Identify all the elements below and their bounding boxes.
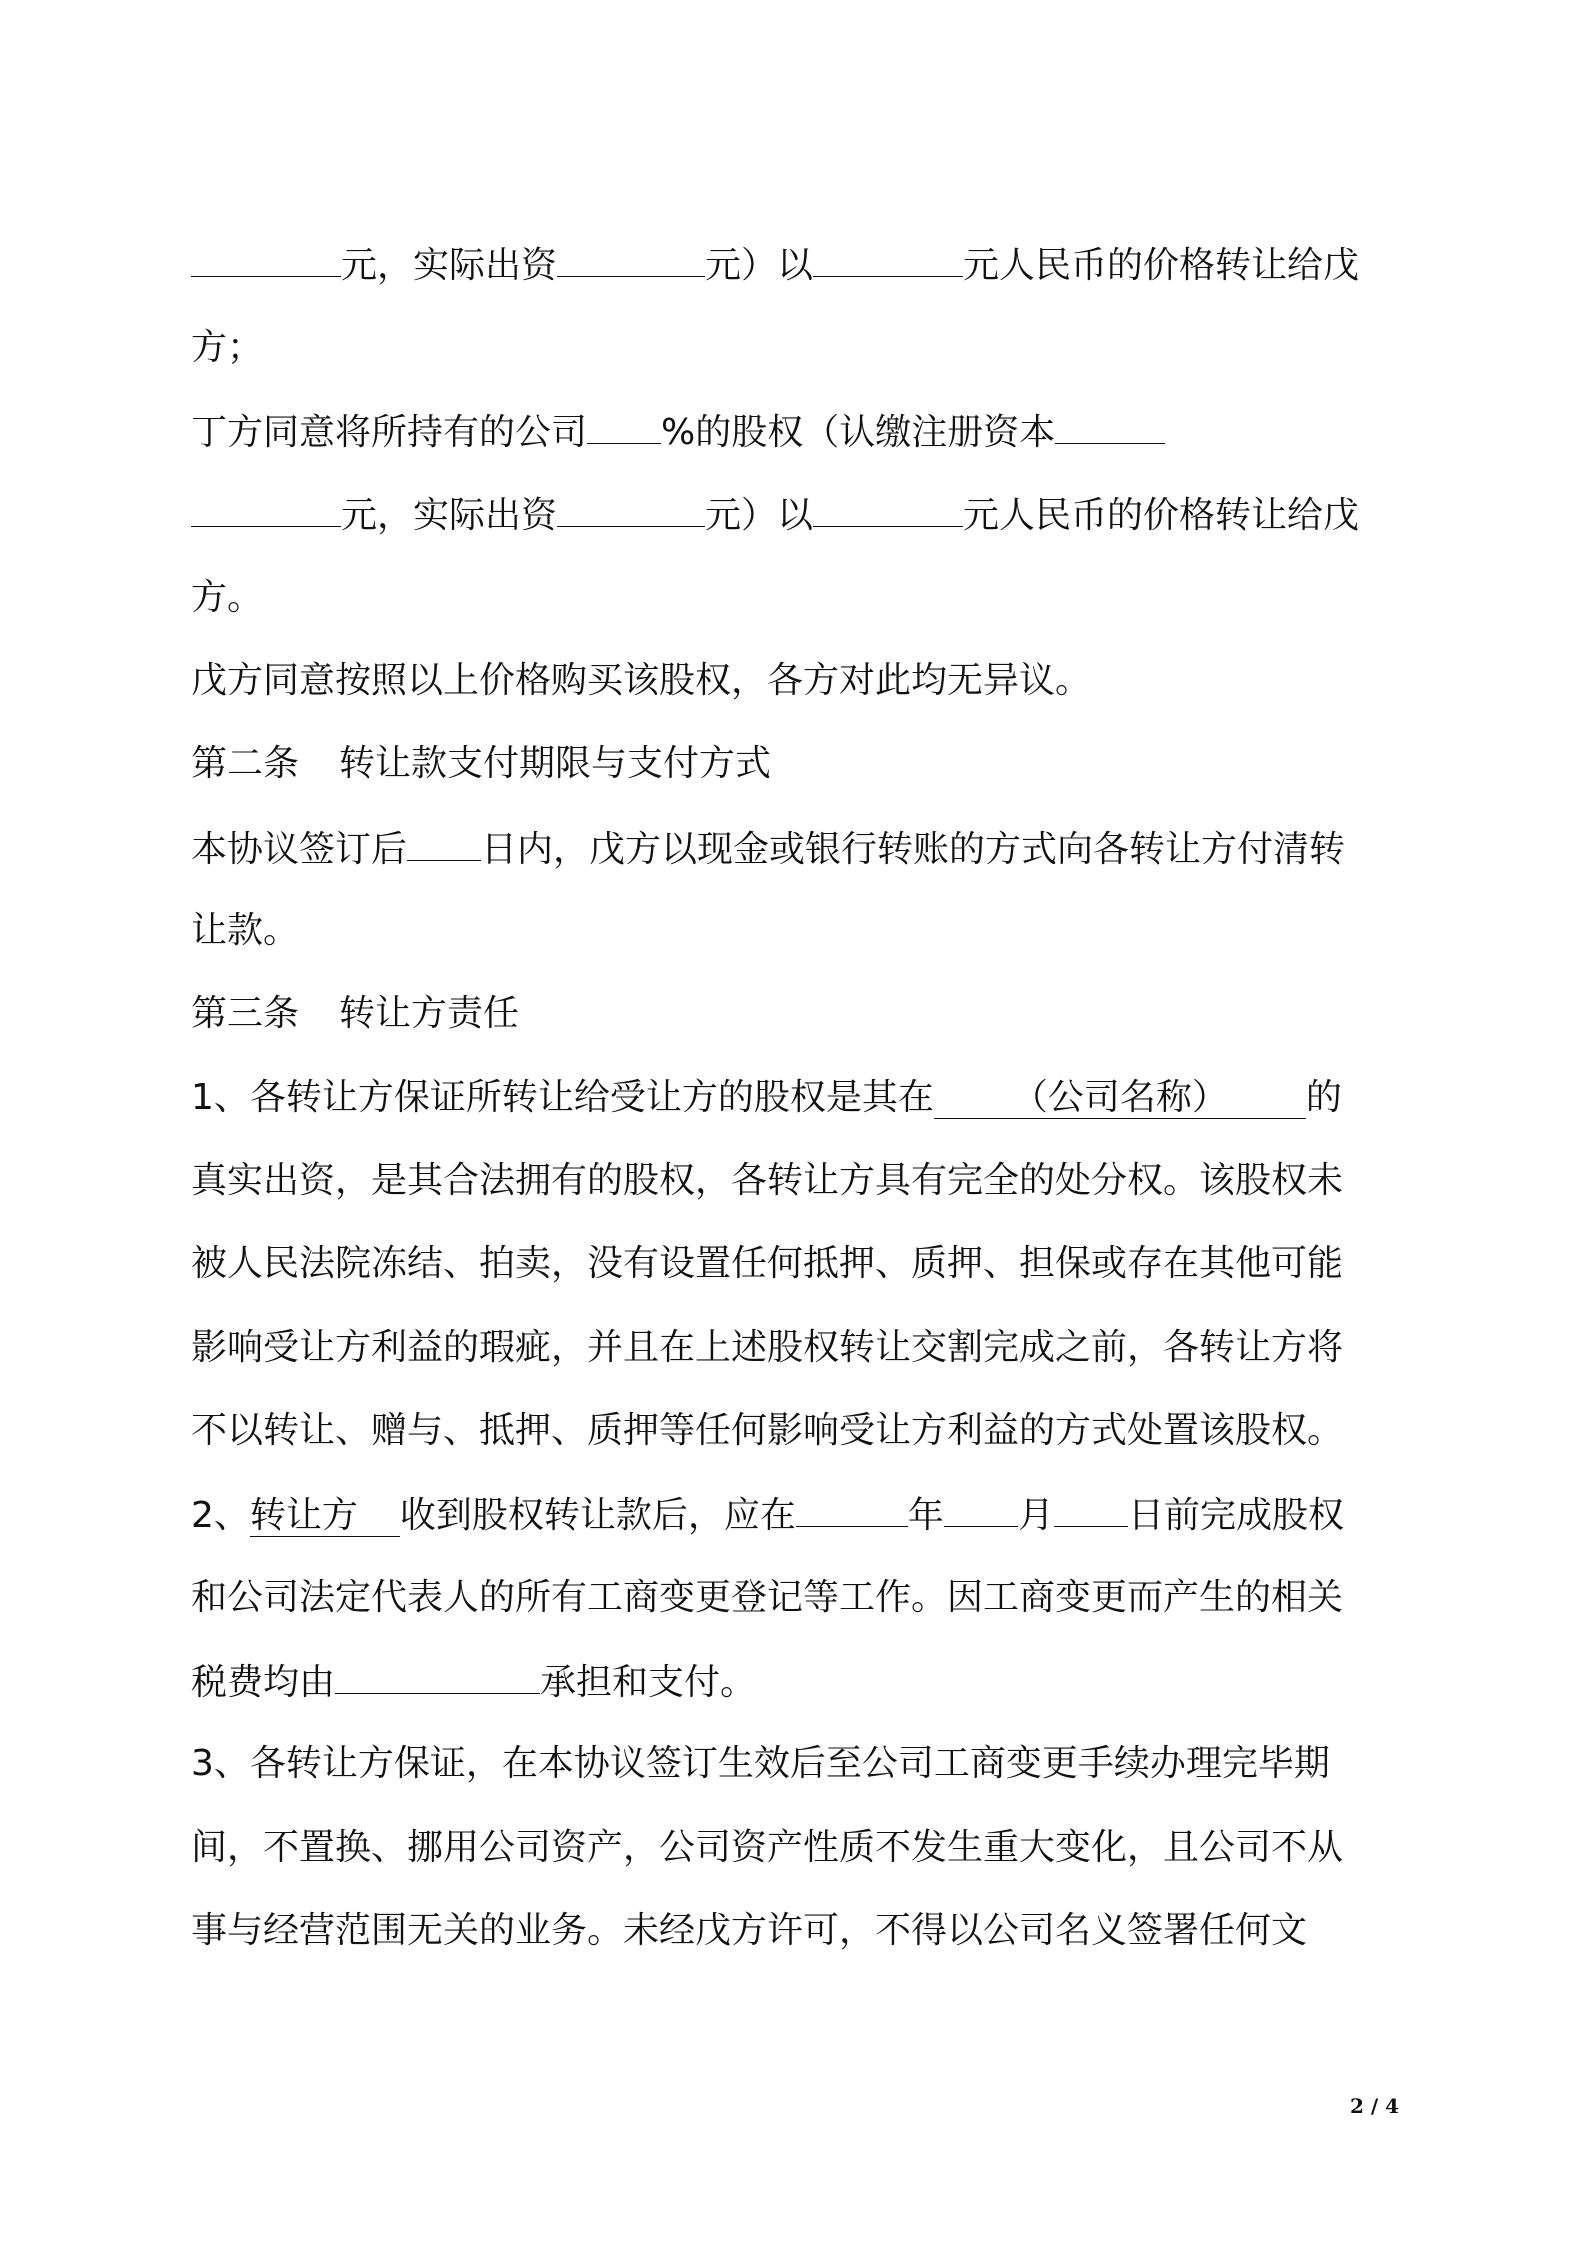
text-segment: 承担和支付。: [540, 1662, 757, 1703]
year-blank: [796, 1488, 908, 1527]
text-line: [191, 322, 263, 374]
company-name-field: （公司名称）: [934, 1078, 1306, 1119]
text-segment: 3、各转让方保证，在本协议签订生效后至公司工商变更手续办理完毕期: [191, 1743, 1330, 1784]
fill-blank: [813, 488, 963, 527]
text-line: [191, 1072, 1342, 1124]
text-segment: 本协议签订后: [191, 829, 408, 870]
text-segment: 日前完成股权: [1127, 1495, 1344, 1536]
text-segment: 元）以: [705, 245, 814, 286]
fill-blank: [191, 238, 341, 277]
text-segment: 方；: [191, 327, 264, 368]
text-line: [191, 1655, 756, 1707]
text-segment: 元人民币的价格转让给戊: [963, 495, 1360, 536]
text-segment: 元人民币的价格转让给戊: [963, 245, 1360, 286]
text-line: [191, 1405, 1343, 1457]
text-line: [191, 822, 1345, 874]
fill-blank: [335, 1655, 540, 1694]
text-segment: %的股权（认缴注册资本: [661, 412, 1056, 453]
text-segment: 真实出资，是其合法拥有的股权，各转让方具有完全的处分权。该股权未: [191, 1160, 1344, 1201]
text-segment: 和公司法定代表人的所有工商变更登记等工作。因工商变更而产生的相关: [191, 1577, 1344, 1618]
text-line: [191, 1905, 1307, 1957]
fill-blank: [587, 405, 661, 444]
page-number: 2 / 4: [1350, 2094, 1400, 2118]
text-segment: 税费均由: [191, 1662, 336, 1703]
text-segment: 收到股权转让款后，应在: [399, 1495, 796, 1536]
text-segment: 元，实际出资: [341, 495, 558, 536]
text-segment: 1、各转让方保证所转让给受让方的股权是其在: [191, 1077, 934, 1118]
text-line: [191, 572, 263, 624]
text-segment: 事与经营范围无关的业务。未经戊方许可，不得以公司名义签署任何文: [191, 1910, 1308, 1951]
fill-blank: [557, 238, 705, 277]
section-heading: [191, 738, 771, 790]
fill-blank: [191, 488, 341, 527]
article-number: 第三条: [191, 993, 300, 1034]
day-blank: [1054, 1488, 1128, 1527]
text-line: [191, 1322, 1343, 1374]
article-title: 转让款支付期限与支付方式: [339, 743, 772, 784]
text-line: [191, 238, 1359, 290]
text-segment: 不以转让、赠与、抵押、质押等任何影响受让方利益的方式处置该股权。: [191, 1410, 1344, 1451]
text-line: [191, 405, 1165, 457]
text-segment: 年: [907, 1495, 944, 1536]
text-segment: 元，实际出资: [341, 245, 558, 286]
transferor-field: 转让方: [250, 1496, 400, 1537]
text-line: [191, 655, 1091, 707]
text-segment: 方。: [191, 577, 264, 618]
fill-blank: [407, 822, 481, 861]
article-title: 转让方责任: [339, 993, 520, 1034]
text-segment: 间，不置换、挪用公司资产，公司资产性质不发生重大变化，且公司不从: [191, 1827, 1344, 1868]
text-segment: 戊方同意按照以上价格购买该股权，各方对此均无异议。: [191, 660, 1092, 701]
text-line: [191, 1155, 1343, 1207]
text-line: [191, 1488, 1344, 1540]
fill-blank: [557, 488, 705, 527]
text-line: [191, 1822, 1343, 1874]
text-segment: 日内，戊方以现金或银行转账的方式向各转让方付清转: [481, 829, 1346, 870]
text-line: [191, 905, 299, 957]
section-heading: [191, 988, 519, 1040]
article-number: 第二条: [191, 743, 300, 784]
text-segment: 月: [1017, 1495, 1054, 1536]
text-segment: 让款。: [191, 910, 300, 951]
text-segment: 2、: [191, 1495, 250, 1536]
text-segment: 影响受让方利益的瑕疵，并且在上述股权转让交割完成之前，各转让方将: [191, 1327, 1344, 1368]
text-line: [191, 1738, 1330, 1790]
text-segment: 的: [1305, 1077, 1342, 1118]
text-segment: 丁方同意将所持有的公司: [191, 412, 588, 453]
text-line: [191, 488, 1359, 540]
text-line: [191, 1238, 1343, 1290]
text-segment: 被人民法院冻结、拍卖，没有设置任何抵押、质押、担保或存在其他可能: [191, 1243, 1344, 1284]
fill-blank: [813, 238, 963, 277]
text-line: [191, 1572, 1343, 1624]
text-segment: 元）以: [705, 495, 814, 536]
fill-blank: [1055, 405, 1165, 444]
month-blank: [944, 1488, 1018, 1527]
